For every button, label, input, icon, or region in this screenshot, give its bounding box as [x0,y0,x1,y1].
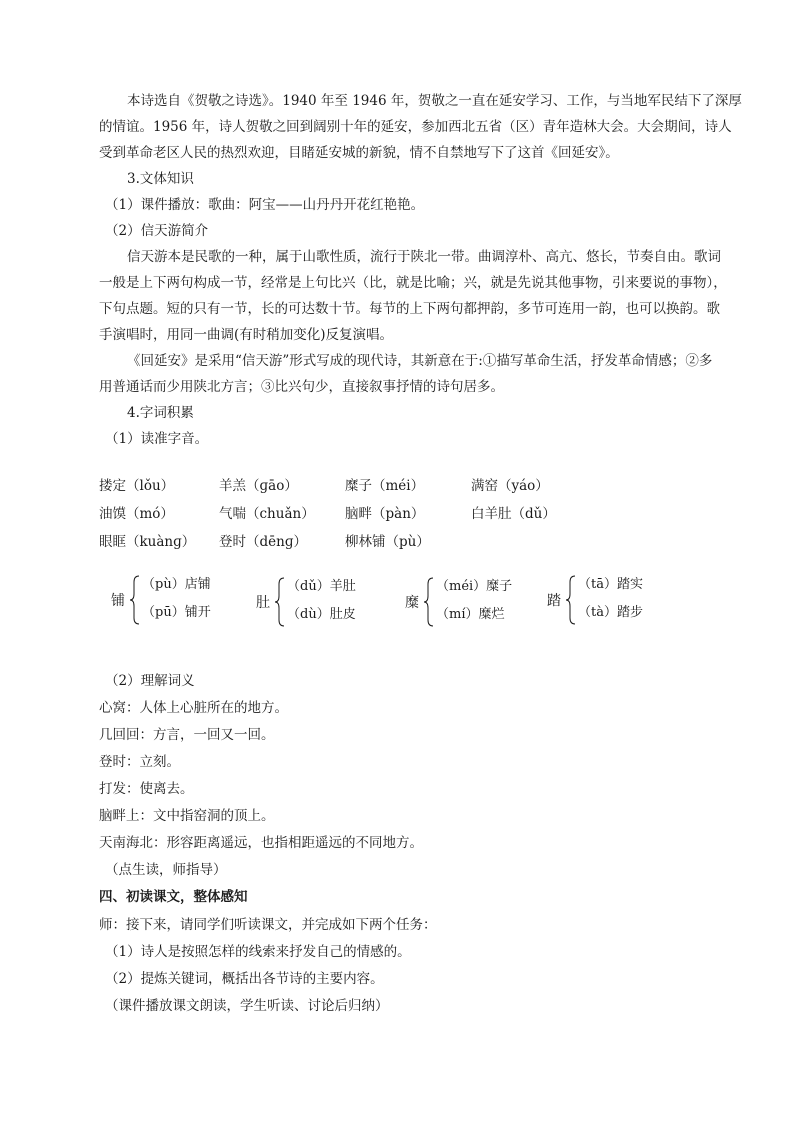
polyphone-reading-2: （mí）糜烂 [436,607,505,622]
polyphone-reading-2: （pū）铺开 [142,605,211,620]
vocab-entry: 脑畔上：文中指窑洞的顶上。 [99,808,275,824]
polyphone-group [405,575,545,635]
vocab-entry: 心窝：人体上心脏所在的地方。 [99,700,288,716]
task-item: （2）提炼关键词，概括出各节诗的主要内容。 [105,971,384,987]
pinyin-word: 气喘（chuǎn） [219,506,315,522]
brace-icon [130,575,140,625]
intro-line-2: 的情谊。1956 年，诗人贺敬之回到阔别十年的延安，参加西北五省（区）青年造林大会。大会期间，诗人 [99,119,732,135]
polyphone-char: 踏 [547,593,561,609]
pinyin-word: 白羊肚（dǔ） [471,506,556,522]
vocab-entry: 天南海北：形容距离遥远，也指相距遥远的不同地方。 [99,835,423,851]
intro-line-3: 受到革命老区人民的热烈欢迎，目睹延安城的新貌，情不自禁地写下了这首《回延安》。 [99,145,619,161]
pinyin-word: 登时（dēnɡ） [219,534,307,550]
pinyin-word: 搂定（lǒu） [99,478,175,494]
pinyin-word: 柳林铺（pù） [345,534,430,550]
polyphone-char: 肚 [256,595,270,611]
pinyin-word: 糜子（méi） [345,478,425,494]
xintianyou-line-2: 一般是上下两句构成一节，经常是上句比兴（比，就是比喻；兴，就是先说其他事物，引来要说的事物）， [99,275,727,291]
vocab-entry: 打发：使离去。 [99,781,194,797]
part-four-heading: 四、初读课文，整体感知 [99,889,248,905]
xintianyou-line-3: 下句点题。短的只有一节，长的可达数十节。每节的上下两句都押韵，多节可连用一韵，也可以换韵。歌 [99,301,720,317]
section-3-title: 3.文体知识 [127,171,194,187]
vocab-entry: 登时：立刻。 [99,754,180,770]
polyphone-group [256,575,396,635]
pinyin-word: 羊羔（ɡāo） [219,478,298,494]
pinyin-word: 脑畔（pàn） [345,506,425,522]
teaching-note: （课件播放课文朗读，学生听读、讨论后归纳） [105,998,389,1014]
section-4-item-2: （2）理解词义 [105,673,195,689]
pinyin-word: 油馍（mó） [99,506,174,522]
vocab-entry: 几回回：方言，一回又一回。 [99,727,275,743]
polyphone-reading-2: （tà）踏步 [578,605,643,620]
brace-icon [424,577,434,627]
xintianyou-line-4: 手演唱时，用同一曲调(有时稍加变化)反复演唱。 [99,327,394,343]
brace-icon [275,577,285,627]
section-4-title: 4.字词积累 [127,405,194,421]
polyphone-char: 糜 [405,595,419,611]
teacher-instruction: 师：接下来，请同学们听读课文，并完成如下两个任务： [99,917,437,933]
section-3-item-1: （1）课件播放：歌曲：阿宝——山丹丹开花红艳艳。 [105,197,425,213]
section-3-item-2: （2）信天游简介 [105,223,209,239]
brace-icon [566,575,576,625]
huiyanan-line-2: 用普通话而少用陕北方言；③比兴句少，直接叙事抒情的诗句居多。 [99,379,504,395]
xintianyou-line-1: 信天游本是民歌的一种，属于山歌性质，流行于陕北一带。曲调淳朴、高亢、悠长，节奏自由。歌词 [127,249,721,265]
polyphone-reading-1: （pù）店铺 [142,577,211,592]
section-4-item-1: （1）读准字音。 [105,431,209,447]
huiyanan-line-1: 《回延安》是采用“信天游”形式写成的现代诗，其新意在于:①描写革命生活，抒发革命情感；②多 [127,353,713,369]
polyphone-group [111,573,251,633]
polyphone-reading-2: （dù）肚皮 [287,607,356,622]
intro-line-1: 本诗选自《贺敬之诗选》。1940 年至 1946 年，贺敬之一直在延安学习、工作，与当地军民结下了深厚 [127,93,742,109]
polyphone-reading-1: （dǔ）羊肚 [287,579,356,594]
pinyin-word: 眼眶（kuànɡ） [99,534,196,550]
teaching-note: （点生读，师指导） [105,862,227,878]
polyphone-reading-1: （méi）糜子 [436,579,513,594]
pinyin-word: 满窑（yáo） [471,478,549,494]
task-item: （1）诗人是按照怎样的线索来抒发自己的情感的。 [105,944,411,960]
polyphone-reading-1: （tā）踏实 [578,577,643,592]
polyphone-char: 铺 [111,593,125,609]
polyphone-group [547,573,687,633]
